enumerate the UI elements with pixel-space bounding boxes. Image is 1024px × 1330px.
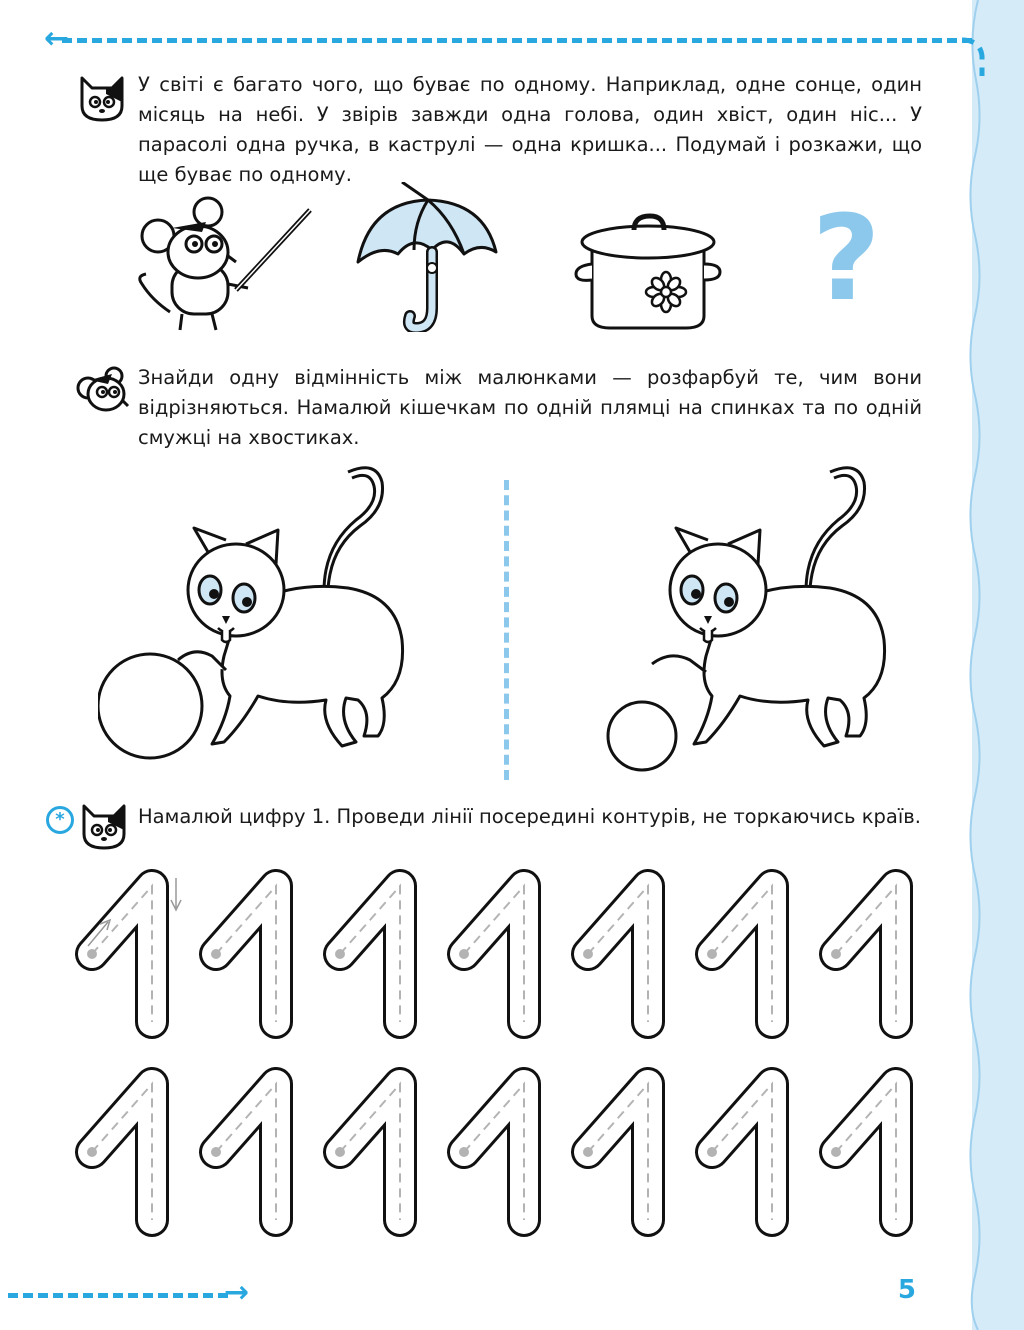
digit-one-tracing bbox=[583, 1084, 648, 1220]
digit-one-tracing bbox=[459, 886, 524, 1022]
digit-one-tracing bbox=[335, 886, 400, 1022]
stroke-direction-arrow bbox=[171, 878, 181, 910]
arrow-left-icon: ← bbox=[44, 21, 70, 56]
question-mark-icon: ? bbox=[812, 189, 881, 327]
task-draw-digit-text: Намалюй цифру 1. Проведи лінії посередині контурів, не торкаючись країв. bbox=[138, 805, 921, 828]
page-number: 5 bbox=[897, 1275, 916, 1305]
digit-one-tracing bbox=[87, 1084, 152, 1220]
digit-one-tracing bbox=[335, 1084, 400, 1220]
arrow-right-icon: → bbox=[224, 1275, 250, 1310]
task-find-difference-text: Знайди одну відмінність між малюнками — розфарбуй те, чим вони відрізняються. Намалюй кішечкам по одній плямці на спинках та по одній смужці на хвостиках. bbox=[138, 366, 922, 449]
digit-one-tracing bbox=[211, 886, 276, 1022]
task-one-of-a-kind-text: У світі є багато чого, що буває по одному. Наприклад, одне сонце, один місяць на небі. У звірів завжди одна голова, один хвіст, один ніс... У парасолі одна ручка, в каструлі — одна кришка... Подумай і розкажи, що ще буває по одному. bbox=[138, 73, 922, 186]
digit-one-tracing bbox=[831, 886, 896, 1022]
digit-one-tracing bbox=[459, 1084, 524, 1220]
star-badge-icon: * bbox=[46, 806, 74, 834]
digit-one-tracing bbox=[831, 1084, 896, 1220]
digit-one-tracing bbox=[707, 886, 772, 1022]
digit-one-tracing bbox=[87, 886, 152, 1022]
bottom-dashed-line bbox=[8, 1293, 228, 1298]
digit-one-tracing bbox=[211, 1084, 276, 1220]
digit-one-tracing bbox=[583, 886, 648, 1022]
digit-one-tracing bbox=[707, 1084, 772, 1220]
